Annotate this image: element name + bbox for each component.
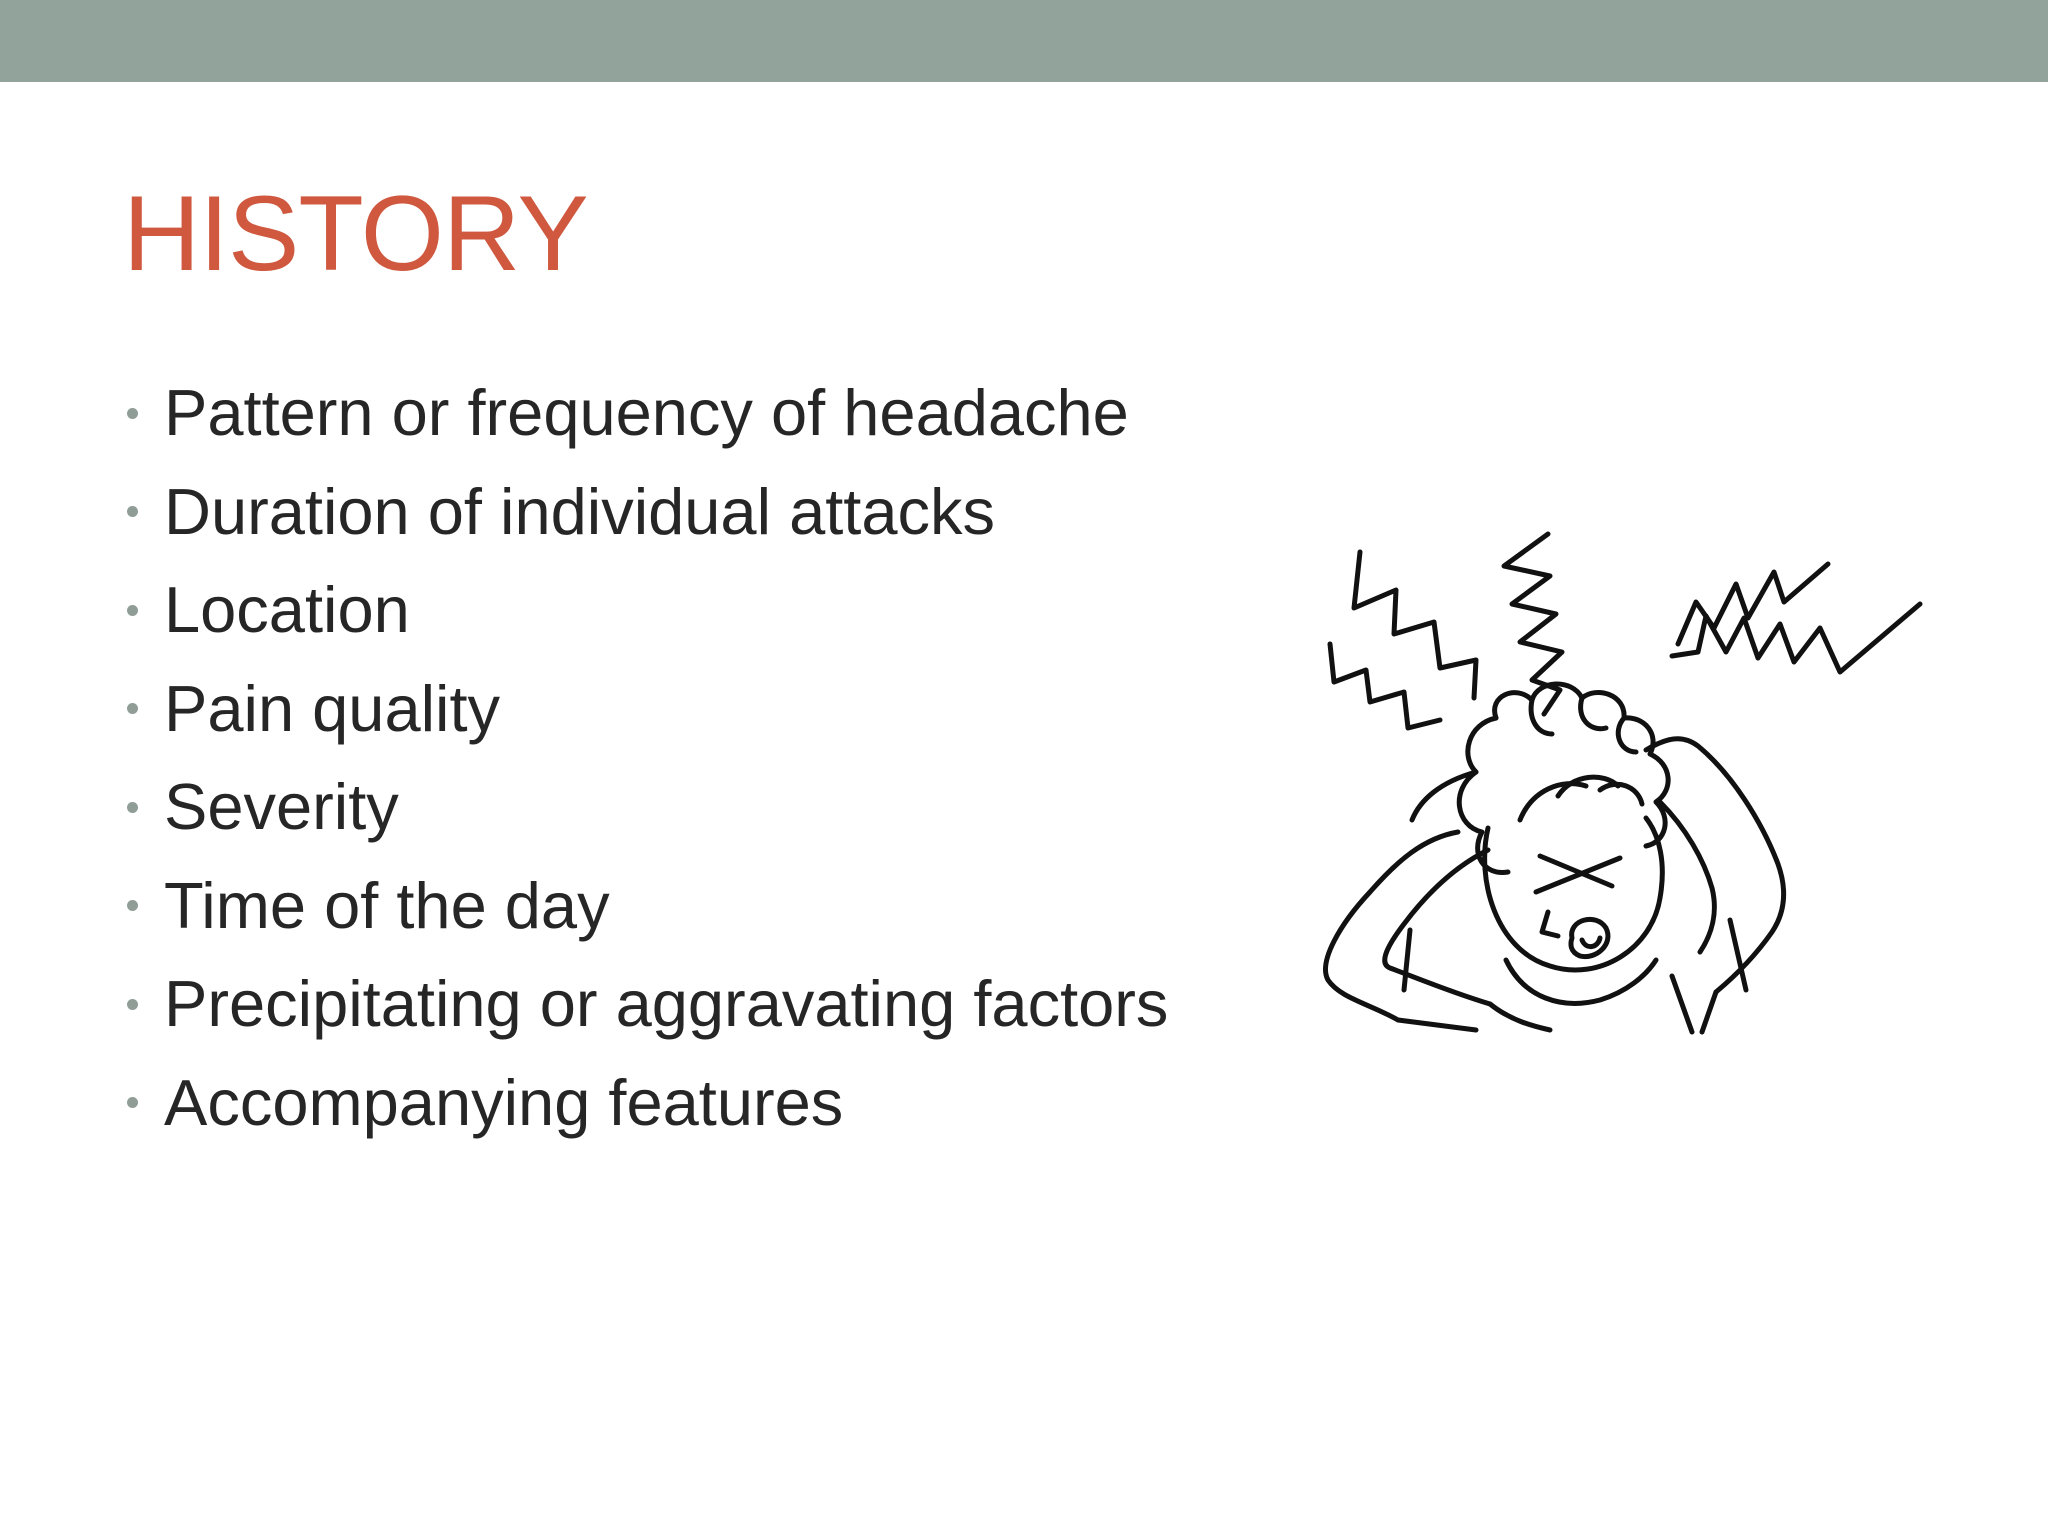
bullet-item (120, 463, 1168, 562)
bullet-text: Severity (164, 770, 399, 844)
top-accent-band (0, 0, 2048, 82)
bullet-text: Pattern or frequency of headache (164, 376, 1129, 450)
bullet-item (120, 561, 1168, 660)
bullet-dot-icon (127, 999, 138, 1010)
bullet-item (120, 364, 1168, 463)
bullet-dot-icon (127, 802, 138, 813)
bullet-dot-icon (127, 1097, 138, 1108)
bullet-text: Location (164, 573, 410, 647)
bullet-text: Duration of individual attacks (164, 474, 996, 548)
bullet-dot-icon (127, 703, 138, 714)
bullet-item (120, 857, 1168, 956)
bullet-text: Time of the day (164, 868, 610, 942)
slide-title: HISTORY (123, 173, 588, 293)
bullet-text: Pain quality (164, 671, 501, 745)
bullet-item (120, 758, 1168, 857)
bullet-item (120, 660, 1168, 759)
bullet-text: Accompanying features (164, 1065, 844, 1139)
bullet-item (120, 955, 1168, 1054)
bullet-dot-icon (127, 408, 138, 419)
bullet-dot-icon (127, 506, 138, 517)
headache-person-icon (1300, 520, 1940, 1040)
bullet-text: Precipitating or aggravating factors (164, 967, 1169, 1041)
bullet-dot-icon (127, 900, 138, 911)
bullet-item (120, 1054, 1168, 1153)
bullet-list (120, 364, 1168, 1152)
bullet-dot-icon (127, 605, 138, 616)
